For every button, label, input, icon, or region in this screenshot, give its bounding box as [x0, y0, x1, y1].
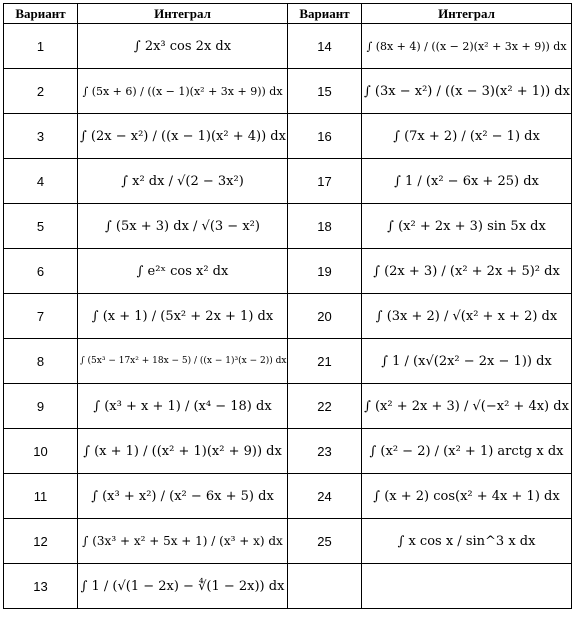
- integral-expression: ∫ (x + 1) / (5x² + 2x + 1) dx: [78, 294, 288, 339]
- table-row: [4, 384, 572, 429]
- integral-expression: ∫ (3x³ + x² + 5x + 1) / (x³ + x) dx: [78, 519, 288, 564]
- variant-number: 14: [288, 24, 362, 69]
- integral-expression: ∫ x² dx / √(2 − 3x²): [78, 159, 288, 204]
- variants-table: [3, 3, 572, 609]
- header-integral-left: Интеграл: [78, 4, 288, 24]
- integral-expression: ∫ (3x − x²) / ((x − 3)(x² + 1)) dx: [362, 69, 572, 114]
- integral-expression: ∫ (x³ + x²) / (x² − 6x + 5) dx: [78, 474, 288, 519]
- table-row: [4, 564, 572, 609]
- integral-expression: ∫ (x + 2) cos(x² + 4x + 1) dx: [362, 474, 572, 519]
- variant-number: 21: [288, 339, 362, 384]
- table-row: [4, 519, 572, 564]
- integral-expression: ∫ (x + 1) / ((x² + 1)(x² + 9)) dx: [78, 429, 288, 474]
- header-integral-right: Интеграл: [362, 4, 572, 24]
- variant-number: 12: [4, 519, 78, 564]
- variant-number: [288, 564, 362, 609]
- integral-expression: ∫ (x² − 2) / (x² + 1) arctg x dx: [362, 429, 572, 474]
- integral-expression: ∫ 1 / (x√(2x² − 2x − 1)) dx: [362, 339, 572, 384]
- integral-expression: ∫ (5x³ − 17x² + 18x − 5) / ((x − 1)³(x − 2)) dx: [78, 339, 288, 384]
- variant-number: 17: [288, 159, 362, 204]
- variants-table-wrapper: [3, 3, 572, 609]
- variant-number: 22: [288, 384, 362, 429]
- table-row: [4, 429, 572, 474]
- variant-number: 6: [4, 249, 78, 294]
- integral-expression: ∫ (7x + 2) / (x² − 1) dx: [362, 114, 572, 159]
- variant-number: 10: [4, 429, 78, 474]
- table-row: [4, 114, 572, 159]
- variant-number: 18: [288, 204, 362, 249]
- integral-expression: ∫ x cos x / sin^3 x dx: [362, 519, 572, 564]
- integral-expression: ∫ 1 / (√(1 − 2x) − ∜(1 − 2x)) dx: [78, 564, 288, 609]
- table-row: [4, 339, 572, 384]
- variant-number: 15: [288, 69, 362, 114]
- integral-expression: ∫ (x² + 2x + 3) / √(−x² + 4x) dx: [362, 384, 572, 429]
- integral-expression: ∫ (8x + 4) / ((x − 2)(x² + 3x + 9)) dx: [362, 24, 572, 69]
- variant-number: 2: [4, 69, 78, 114]
- header-variant-left: Вариант: [4, 4, 78, 24]
- integral-expression: ∫ (5x + 3) dx / √(3 − x²): [78, 204, 288, 249]
- variant-number: 4: [4, 159, 78, 204]
- integral-expression: [362, 564, 572, 609]
- variant-number: 3: [4, 114, 78, 159]
- variant-number: 13: [4, 564, 78, 609]
- header-variant-right: Вариант: [288, 4, 362, 24]
- integral-expression: ∫ e²ˣ cos x² dx: [78, 249, 288, 294]
- table-row: [4, 159, 572, 204]
- table-row: [4, 474, 572, 519]
- table-row: [4, 294, 572, 339]
- variant-number: 7: [4, 294, 78, 339]
- variant-number: 8: [4, 339, 78, 384]
- variant-number: 19: [288, 249, 362, 294]
- integral-expression: ∫ (x² + 2x + 3) sin 5x dx: [362, 204, 572, 249]
- integral-expression: ∫ (3x + 2) / √(x² + x + 2) dx: [362, 294, 572, 339]
- integral-expression: ∫ (2x − x²) / ((x − 1)(x² + 4)) dx: [78, 114, 288, 159]
- table-row: [4, 24, 572, 69]
- header-row: [4, 4, 572, 24]
- variant-number: 24: [288, 474, 362, 519]
- integral-expression: ∫ (2x + 3) / (x² + 2x + 5)² dx: [362, 249, 572, 294]
- variant-number: 1: [4, 24, 78, 69]
- variant-number: 20: [288, 294, 362, 339]
- table-row: [4, 204, 572, 249]
- integral-expression: ∫ 1 / (x² − 6x + 25) dx: [362, 159, 572, 204]
- table-row: [4, 249, 572, 294]
- variant-number: 5: [4, 204, 78, 249]
- integral-expression: ∫ (5x + 6) / ((x − 1)(x² + 3x + 9)) dx: [78, 69, 288, 114]
- integral-expression: ∫ 2x³ cos 2x dx: [78, 24, 288, 69]
- table-row: [4, 69, 572, 114]
- variant-number: 16: [288, 114, 362, 159]
- variant-number: 23: [288, 429, 362, 474]
- variant-number: 25: [288, 519, 362, 564]
- variant-number: 11: [4, 474, 78, 519]
- variant-number: 9: [4, 384, 78, 429]
- integral-expression: ∫ (x³ + x + 1) / (x⁴ − 18) dx: [78, 384, 288, 429]
